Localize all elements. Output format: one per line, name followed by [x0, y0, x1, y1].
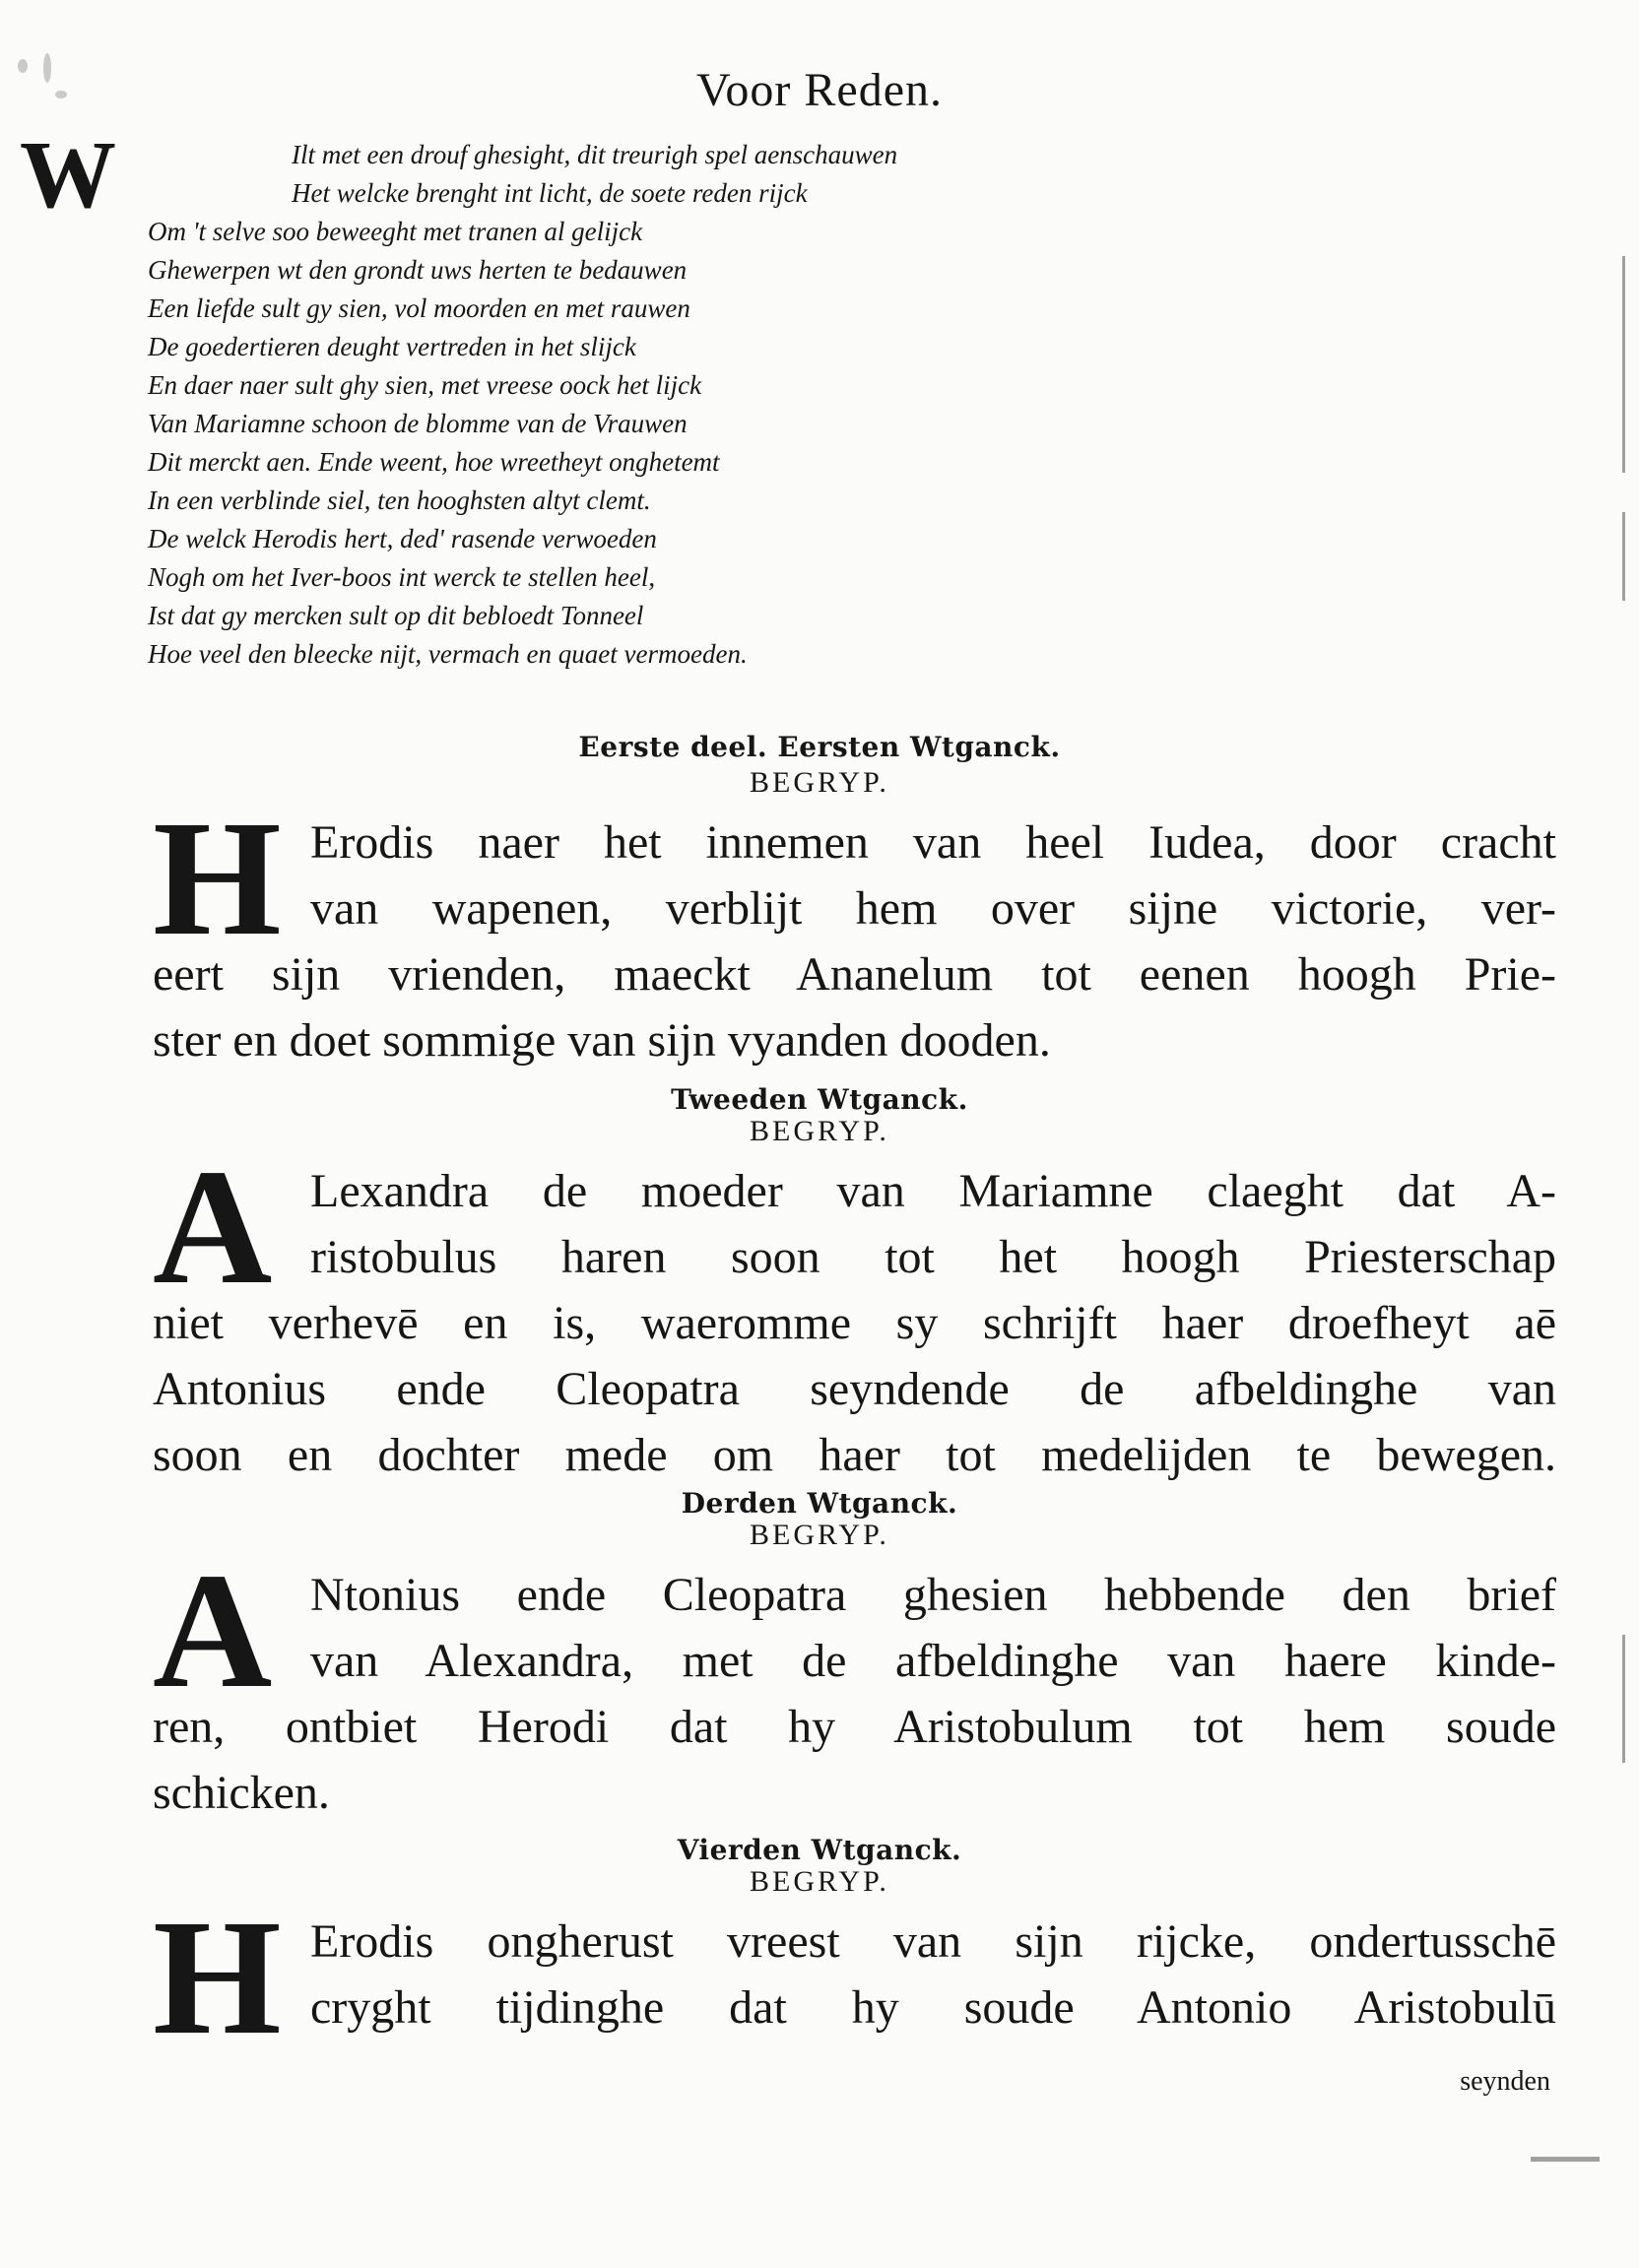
text-line: van wapenen, verblijt hem over sijne victorie, ver-: [310, 882, 1556, 935]
text-line: Ntonius ende Cleopatra ghesien hebbende den brief: [310, 1569, 1556, 1621]
poem-line: Nogh om het Iver-boos int werck te stellen heel,: [148, 562, 656, 592]
text-line: Antonius ende Cleopatra seyndende de afbeldinghe van: [153, 1363, 1556, 1415]
poem-line: Ist dat gy mercken sult op dit bebloedt Tonneel: [148, 601, 644, 630]
poem-line: Ghewerpen wt den grondt uws herten te bedauwen: [148, 255, 688, 285]
text-line: niet verhevē en is, waeromme sy schrijft haer droefheyt aē: [153, 1297, 1556, 1349]
text-line: Erodis ongherust vreest van sijn rijcke, ondertusschē: [310, 1915, 1556, 1968]
drop-initial: H: [153, 1886, 282, 2069]
section-label: BEGRYP.: [750, 1865, 889, 1898]
text-line: soon en dochter mede om haer tot medelijden te bewegen.: [153, 1429, 1556, 1481]
text-line: eert sijn vrienden, maeckt Ananelum tot eenen hoogh Prie-: [153, 948, 1556, 1001]
drop-initial: H: [153, 787, 282, 970]
text-line: cryght tijdinghe dat hy soude Antonio Aristobulū: [310, 1981, 1556, 2034]
poem-line: Dit merckt aen. Ende weent, hoe wreetheyt onghetemt: [148, 447, 720, 477]
text-line: ristobulus haren soon tot het hoogh Priesterschap: [310, 1231, 1556, 1283]
section-label: BEGRYP.: [750, 1115, 889, 1147]
text-line: schicken.: [153, 1767, 330, 1819]
poem-line: Het welcke brenght int licht, de soete reden rijck: [292, 178, 808, 208]
page-heading: Voor Reden.: [695, 64, 944, 116]
drop-initial: A: [153, 1135, 273, 1319]
poem-line: Van Mariamne schoon de blomme van de Vrauwen: [148, 409, 688, 438]
page-edge-shadow: [1622, 256, 1625, 473]
section-title: Eerste deel. Eersten Wtganck.: [578, 731, 1061, 763]
section-title: Tweeden Wtganck.: [671, 1083, 968, 1116]
section-text: [153, 1886, 1556, 2069]
poem-line: Ilt met een drouf ghesight, dit treurigh spel aenschauwen: [292, 140, 898, 169]
text-line: Erodis naer het innemen van heel Iudea, door cracht: [310, 816, 1556, 869]
poem-line: Hoe veel den bleecke nijt, vermach en quaet vermoeden.: [148, 639, 748, 669]
section-text: [153, 1135, 1556, 1488]
catchword: seynden: [1460, 2066, 1550, 2097]
text-line: ren, ontbiet Herodi dat hy Aristobulum tot hem soude: [153, 1701, 1556, 1753]
text-line: Lexandra de moeder van Mariamne claeght dat A-: [310, 1165, 1556, 1217]
drop-initial: A: [153, 1539, 273, 1722]
section-text: [153, 1539, 1556, 1826]
poem-line: In een verblinde siel, ten hooghsten altyt clemt.: [148, 486, 651, 515]
text-line: van Alexandra, met de afbeldinghe van haere kinde-: [310, 1635, 1556, 1687]
page-edge-shadow: [1622, 1635, 1625, 1763]
poem-drop-initial: W: [20, 122, 116, 228]
poem-line: En daer naer sult ghy sien, met vreese oock het lijck: [148, 370, 702, 400]
section-label: BEGRYP.: [750, 766, 889, 799]
poem-line: De welck Herodis hert, ded' rasende verwoeden: [148, 524, 657, 553]
poem: [148, 136, 1133, 674]
poem-line: De goedertieren deught vertreden in het slijck: [148, 332, 636, 361]
section-label: BEGRYP.: [750, 1519, 889, 1551]
page-edge-shadow: [1531, 2157, 1600, 2162]
poem-line: Om 't selve soo beweeght met tranen al gelijck: [148, 217, 643, 246]
section-title: Vierden Wtganck.: [677, 1834, 962, 1866]
section-title: Derden Wtganck.: [681, 1487, 958, 1520]
section-text: [153, 787, 1556, 1073]
poem-line: Een liefde sult gy sien, vol moorden en met rauwen: [148, 293, 690, 323]
text-line: ster en doet sommige van sijn vyanden dooden.: [153, 1014, 1051, 1067]
page-edge-shadow: [1622, 512, 1625, 601]
